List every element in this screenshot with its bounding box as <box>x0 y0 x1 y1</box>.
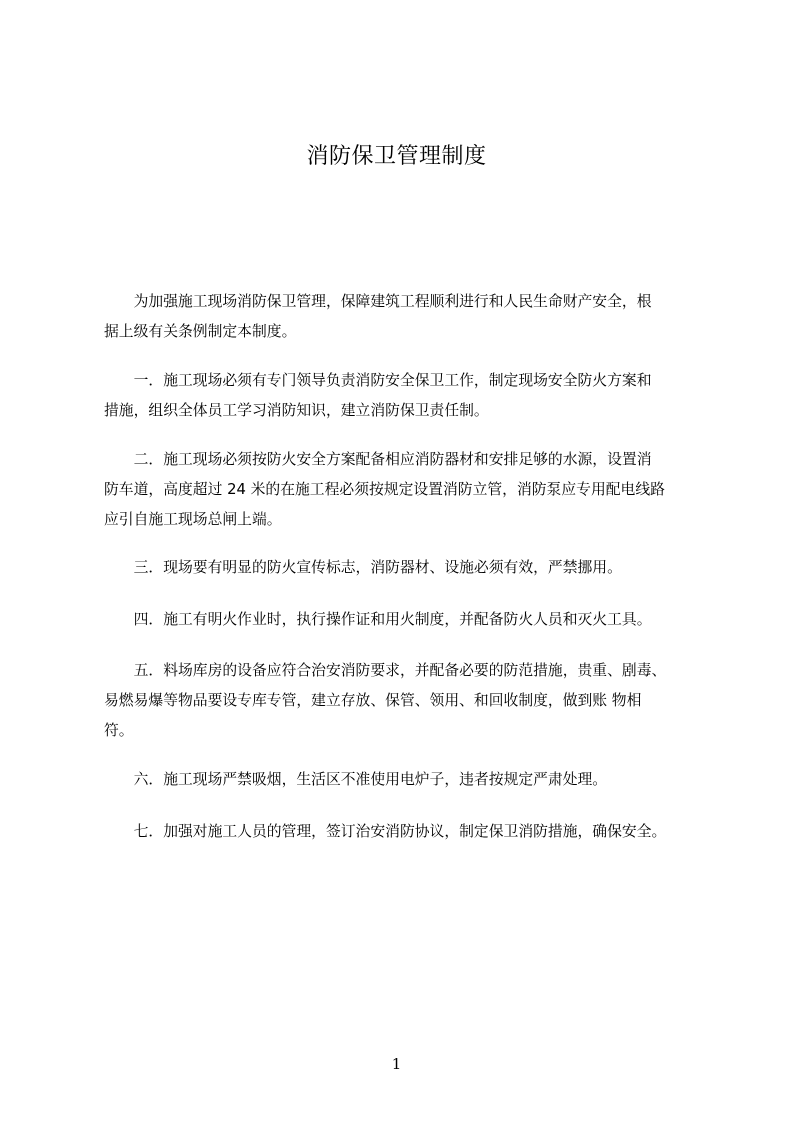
clause-5-paragraph <box>104 656 710 746</box>
intro-paragraph <box>104 287 710 347</box>
clause-1-paragraph <box>104 366 710 426</box>
paragraph-line: 二．施工现场必须按防火安全方案配备相应消防器材和安排足够的水源，设置消 <box>104 451 652 468</box>
paragraph-line: 据上级有关条例制定本制度。 <box>104 323 297 340</box>
paragraph-line: 防车道，高度超过 24 米的在施工程必须按规定设置消防立管，消防泵应专用配电线路 <box>104 481 665 498</box>
paragraph-line: 五．料场库房的设备应符合治安消防要求，并配备必要的防范措施，贵重、剧毒、 <box>104 662 667 679</box>
paragraph-line: 应引自施工现场总闸上端。 <box>104 511 282 528</box>
paragraph-line: 易燃易爆等物品要设专库专管，建立存放、保管、领用、和回收制度，做到账 物相 <box>104 692 642 709</box>
clause-6-paragraph <box>104 765 710 795</box>
paragraph-line: 四．施工有明火作业时，执行操作证和用火制度，并配备防火人员和灭火工具。 <box>104 611 652 628</box>
clause-3-paragraph <box>104 553 710 583</box>
clause-2-paragraph <box>104 445 710 535</box>
page-number: 1 <box>391 1055 402 1073</box>
paragraph-line: 六．施工现场严禁吸烟，生活区不准使用电炉子，违者按规定严肃处理。 <box>104 771 608 788</box>
paragraph-line: 为加强施工现场消防保卫管理，保障建筑工程顺利进行和人民生命财产安全，根 <box>104 293 652 310</box>
paragraph-line: 符。 <box>104 722 134 739</box>
clause-7-paragraph <box>104 817 710 847</box>
paragraph-line: 七．加强对施工人员的管理，签订治安消防协议，制定保卫消防措施，确保安全。 <box>104 823 667 840</box>
document-title: 消防保卫管理制度 <box>306 144 487 169</box>
paragraph-line: 三．现场要有明显的防火宣传标志，消防器材、设施必须有效，严禁挪用。 <box>104 559 622 576</box>
paragraph-line: 一．施工现场必须有专门领导负责消防安全保卫工作，制定现场安全防火方案和 <box>104 372 652 389</box>
clause-4-paragraph <box>104 605 710 635</box>
paragraph-line: 措施，组织全体员工学习消防知识，建立消防保卫责任制。 <box>104 402 489 419</box>
